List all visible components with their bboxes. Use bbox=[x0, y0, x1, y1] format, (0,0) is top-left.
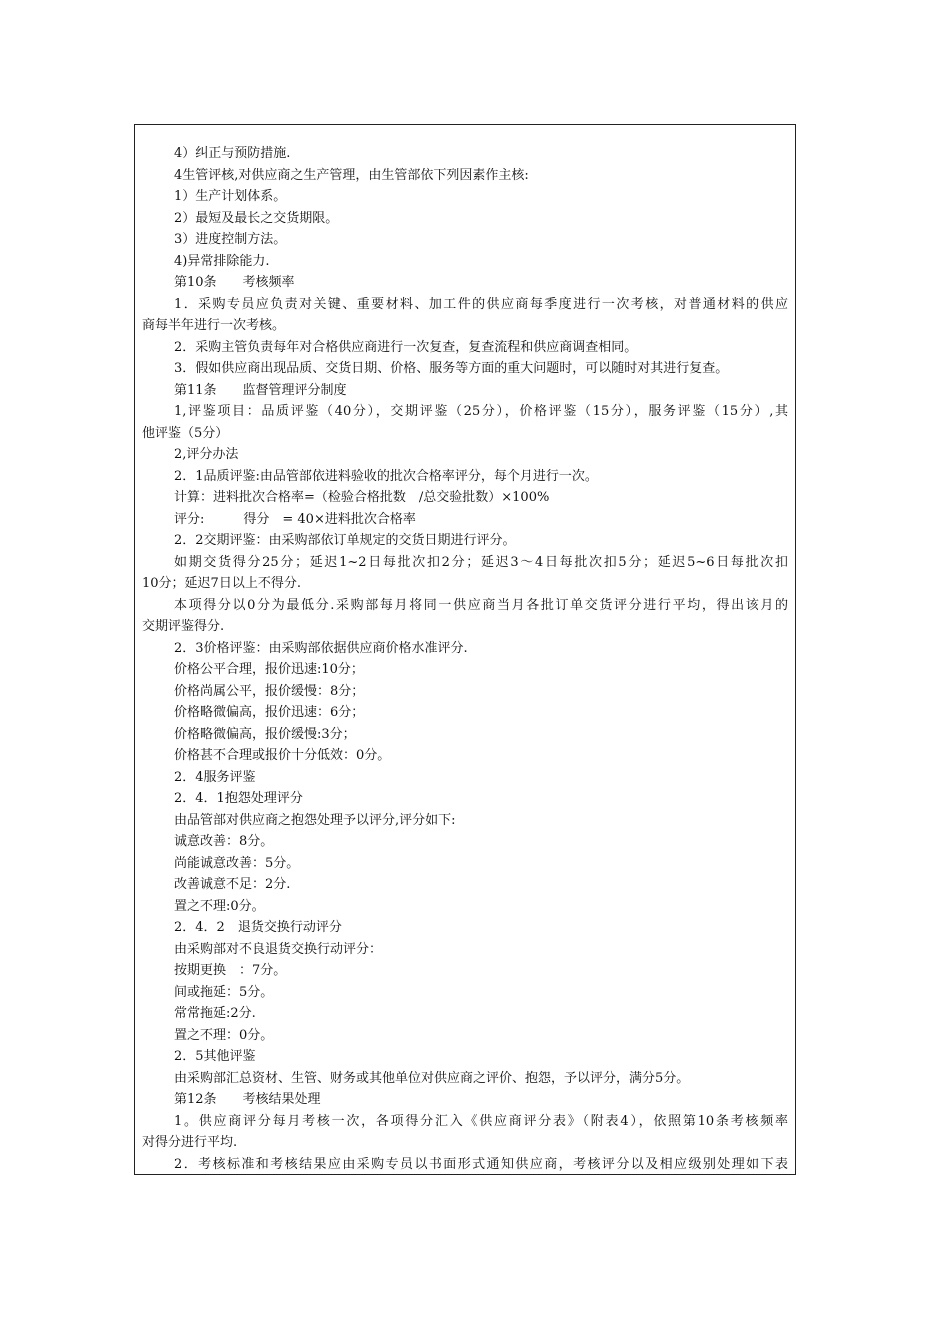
text-line: 1．采购专员应负责对关键、重要材料、加工件的供应商每季度进行一次考核，对普通材料的供应 bbox=[174, 296, 788, 312]
text-line: 2．2交期评鉴：由采购部依订单规定的交货日期进行评分。 bbox=[174, 533, 516, 548]
text-line: 2．考核标准和考核结果应由采购专员以书面形式通知供应商，考核评分以及相应级别处理如下表 bbox=[174, 1156, 788, 1172]
document-frame bbox=[134, 124, 796, 1175]
text-line: 2．4．1抱怨处理评分 bbox=[174, 791, 303, 806]
text-line: 2．4．2 退货交换行动评分 bbox=[174, 920, 342, 935]
text-line: 置之不理：0分。 bbox=[174, 1027, 274, 1043]
text-line: 4）纠正与预防措施. bbox=[174, 146, 291, 161]
text-line: 4)异常排除能力. bbox=[174, 253, 270, 269]
text-line: 2．4服务评鉴 bbox=[174, 769, 256, 785]
text-line: 价格略微偏高，报价缓慢:3分； bbox=[174, 726, 356, 742]
text-line: 2）最短及最长之交货期限。 bbox=[174, 210, 339, 226]
text-line: 价格公平合理，报价迅速:10分； bbox=[174, 662, 364, 677]
text-line: 商每半年进行一次考核。 bbox=[142, 318, 286, 333]
document-body bbox=[142, 143, 788, 1175]
text-line: 1,评鉴项目：品质评鉴（40分），交期评鉴（25分），价格评鉴（15分），服务评鉴（15分）,其 bbox=[174, 404, 788, 419]
text-line: 评分: 得分 = 40×进料批次合格率 bbox=[174, 511, 416, 527]
text-line: 诚意改善：8分。 bbox=[174, 834, 274, 849]
text-line: 2．3价格评鉴：由采购部依据供应商价格水准评分. bbox=[174, 640, 468, 656]
text-line: 对得分进行平均. bbox=[142, 1135, 238, 1150]
text-line: 4生管评核,对供应商之生产管理，由生管部依下列因素作主核: bbox=[174, 167, 529, 183]
text-line: 价格甚不合理或报价十分低效：0分。 bbox=[174, 748, 391, 763]
text-line: 常常拖延:2分. bbox=[174, 1006, 256, 1021]
text-line: 第12条 考核结果处理 bbox=[174, 1092, 321, 1107]
text-line: 3．假如供应商出现品质、交货日期、价格、服务等方面的重大问题时，可以随时对其进行复查。 bbox=[174, 361, 729, 376]
text-line: 计算：进料批次合格率=（检验合格批数 /总交验批数）×100% bbox=[174, 490, 550, 505]
text-line: 由采购部汇总资材、生管、财务或其他单位对供应商之评价、抱怨，予以评分，满分5分。 bbox=[174, 1070, 690, 1086]
text-line: 他评鉴（5分） bbox=[142, 425, 229, 441]
text-line: 第10条 考核频率 bbox=[174, 275, 295, 290]
text-line: 10分；延迟7日以上不得分. bbox=[142, 576, 301, 591]
text-line: 2．1品质评鉴:由品管部依进料验收的批次合格率评分，每个月进行一次。 bbox=[174, 468, 598, 484]
text-line: 价格略微偏高，报价迅速：6分； bbox=[174, 705, 365, 720]
text-line: 间或拖延：5分。 bbox=[174, 984, 274, 1000]
text-line: 1。供应商评分每月考核一次，各项得分汇入《供应商评分表》（附表4），依照第10条考核频率 bbox=[174, 1113, 788, 1129]
text-line: 3）进度控制方法。 bbox=[174, 232, 287, 247]
text-line: 由品管部对供应商之抱怨处理予以评分,评分如下: bbox=[174, 812, 456, 828]
text-line: 2．采购主管负责每年对合格供应商进行一次复查，复查流程和供应商调查相同。 bbox=[174, 339, 638, 355]
text-line: 价格尚属公平，报价缓慢：8分； bbox=[174, 683, 365, 699]
text-line: 按期更换 ：7分。 bbox=[174, 963, 287, 978]
text-line: 本项得分以0分为最低分.采购部每月将同一供应商当月各批订单交货评分进行平均，得出该月的 bbox=[174, 597, 788, 613]
text-line: 1）生产计划体系。 bbox=[174, 189, 287, 204]
text-line: 第11条 监督管理评分制度 bbox=[174, 382, 347, 398]
text-line: 由采购部对不良退货交换行动评分： bbox=[174, 941, 383, 957]
text-line: 尚能诚意改善：5分。 bbox=[174, 855, 300, 871]
text-line: 交期评鉴得分. bbox=[142, 619, 225, 634]
text-line: 置之不理:0分。 bbox=[174, 898, 265, 914]
text-line: 2．5其他评鉴 bbox=[174, 1049, 256, 1064]
text-line: 2,评分办法 bbox=[174, 447, 239, 462]
text-line: 如期交货得分25分；延迟1~2日每批次扣2分；延迟3～4日每批次扣5分；延迟5~6日每批次扣 bbox=[174, 554, 788, 570]
text-line: 改善诚意不足：2分. bbox=[174, 877, 291, 892]
